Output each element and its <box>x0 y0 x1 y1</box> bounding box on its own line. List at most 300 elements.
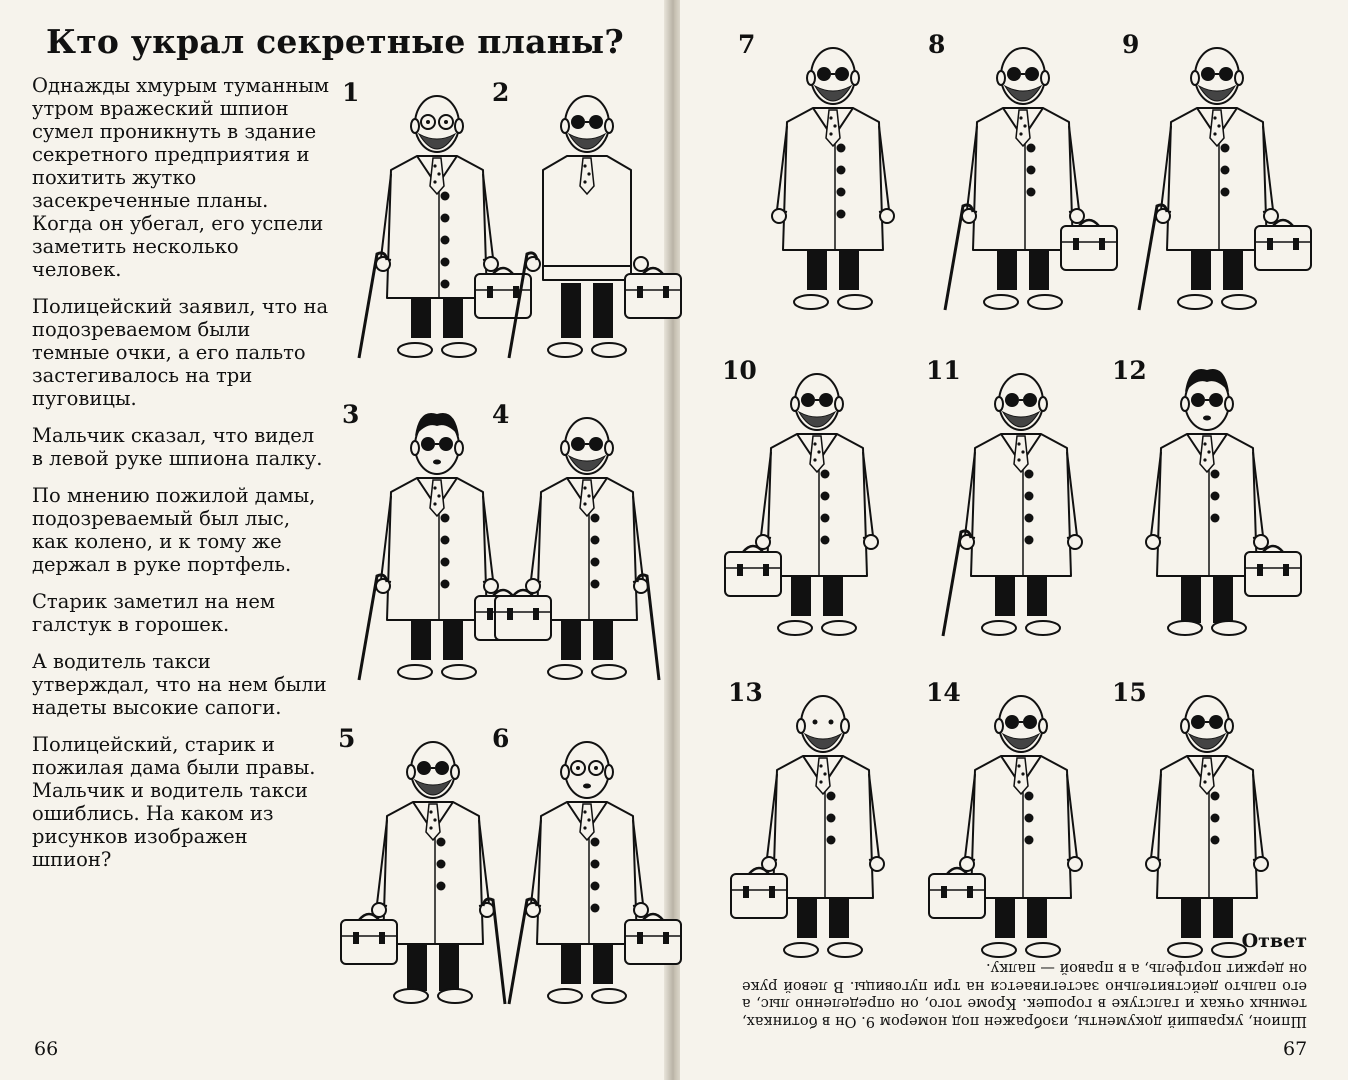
tie-dot <box>587 494 590 497</box>
story-paragraph: Старик заметил на нем галстук в горошек. <box>32 590 276 636</box>
polka-dot-tie-icon <box>1200 436 1214 472</box>
coat-button-icon <box>1025 492 1034 501</box>
figure-number: 1 <box>342 78 360 107</box>
coat-button-icon <box>1025 514 1034 523</box>
briefcase-body <box>625 920 681 964</box>
coat-button-icon <box>1025 836 1034 845</box>
left-shoe-icon <box>398 665 432 679</box>
dark-glasses-icon <box>1209 715 1223 729</box>
tie-dot <box>1207 772 1210 775</box>
right-shoe-icon <box>592 665 626 679</box>
tie-dot <box>1023 124 1026 127</box>
right-ear <box>1225 719 1233 733</box>
briefcase-clasp <box>637 932 643 944</box>
coat-button-icon <box>437 860 446 869</box>
briefcase-clasp <box>663 286 669 298</box>
left-ear <box>791 397 799 411</box>
eye <box>813 720 818 725</box>
left-ear <box>995 719 1003 733</box>
dark-glasses-icon <box>1219 67 1233 81</box>
right-ear <box>841 719 849 733</box>
coat-button-icon <box>437 882 446 891</box>
right-shoe-icon <box>838 295 872 309</box>
left-hand <box>772 209 786 223</box>
figure-number: 9 <box>1122 30 1140 59</box>
left-ear <box>1181 397 1189 411</box>
right-shoe-icon <box>828 943 862 957</box>
tie-dot <box>1021 772 1024 775</box>
dark-glasses-icon <box>417 761 431 775</box>
coat-button-icon <box>837 144 846 153</box>
right-hand <box>1068 535 1082 549</box>
right-shoe-icon <box>442 343 476 357</box>
mouth <box>433 460 441 465</box>
figure-drawing <box>342 400 517 700</box>
tie-dot <box>813 442 816 445</box>
coat-button-icon <box>441 236 450 245</box>
dark-glasses-icon <box>1191 715 1205 729</box>
briefcase-icon <box>929 868 985 918</box>
briefcase-body <box>731 874 787 918</box>
right-hand <box>870 857 884 871</box>
left-shoe-icon <box>1168 943 1202 957</box>
right-hand <box>1070 209 1084 223</box>
right-shoe-icon <box>822 621 856 635</box>
figure-drawing <box>1122 30 1297 330</box>
briefcase-clasp <box>1099 238 1105 250</box>
tie-dot <box>1213 132 1216 135</box>
briefcase-body <box>725 552 781 596</box>
briefcase-clasp <box>737 564 743 576</box>
figure-drawing <box>926 356 1101 656</box>
figure-drawing <box>738 30 913 330</box>
right-ear <box>1039 719 1047 733</box>
left-shoe-icon <box>794 295 828 309</box>
right-ear <box>605 765 613 779</box>
right-shoe-icon <box>592 343 626 357</box>
tie-dot <box>833 124 836 127</box>
story-text <box>32 74 330 885</box>
tie-dot <box>583 826 586 829</box>
coat-button-icon <box>591 580 600 589</box>
figure-number: 13 <box>728 678 763 707</box>
figure-drawing <box>722 356 897 656</box>
figure-number: 11 <box>926 356 961 385</box>
left-ear <box>995 397 1003 411</box>
right-ear <box>1225 397 1233 411</box>
right-ear <box>835 397 843 411</box>
figure-drawing <box>1112 356 1287 656</box>
story-paragraph: Мальчик сказал, что видел в левой руке шпиона палку. <box>32 424 323 470</box>
coat-button-icon <box>827 814 836 823</box>
right-shoe-icon <box>1026 621 1060 635</box>
briefcase-clasp <box>379 932 385 944</box>
tie-dot <box>583 164 586 167</box>
left-ear <box>407 765 415 779</box>
right-hand <box>1254 857 1268 871</box>
tie-dot <box>433 486 436 489</box>
tie-dot <box>583 502 586 505</box>
tie-dot <box>433 164 436 167</box>
briefcase-clasp <box>507 608 513 620</box>
figure-drawing <box>928 30 1103 330</box>
dark-glasses-icon <box>1201 67 1215 81</box>
tie-dot <box>433 180 436 183</box>
polka-dot-tie-icon <box>1014 758 1028 794</box>
tie-dot <box>587 818 590 821</box>
tie-dot <box>1213 116 1216 119</box>
answer-text-upside-down: Шпион, укравший документы, изображен под номером 9. Он в ботинках, темных очках и галстуке в горошек. Кроме того, он определенно лыс, а его пальто действительно застегивается на три пуговицы. В левой руке он держит портфель, а в правой — палку. <box>742 959 1307 1029</box>
dark-glasses-icon <box>1023 715 1037 729</box>
right-shoe-icon <box>1222 295 1256 309</box>
tie-dot <box>1017 458 1020 461</box>
coat-button-icon <box>441 258 450 267</box>
left-shoe-icon <box>784 943 818 957</box>
coat-button-icon <box>837 188 846 197</box>
dark-glasses-icon <box>421 437 435 451</box>
left-ear <box>997 71 1005 85</box>
polka-dot-tie-icon <box>426 804 440 840</box>
right-shoe-icon <box>592 989 626 1003</box>
left-leg <box>561 283 581 338</box>
left-ear <box>797 719 805 733</box>
tie-dot <box>583 810 586 813</box>
polka-dot-tie-icon <box>580 804 594 840</box>
figure-number: 6 <box>492 724 510 753</box>
left-shoe-icon <box>548 343 582 357</box>
polka-dot-tie-icon <box>816 758 830 794</box>
tie-dot <box>1203 442 1206 445</box>
tie-dot <box>429 810 432 813</box>
eye <box>594 766 598 770</box>
dark-glasses-icon <box>801 393 815 407</box>
figure-number: 7 <box>738 30 756 59</box>
eye <box>829 720 834 725</box>
polka-dot-tie-icon <box>1014 436 1028 472</box>
polka-dot-tie-icon <box>1016 110 1030 146</box>
figure-drawing <box>728 678 903 978</box>
coat-button-icon <box>591 514 600 523</box>
story-paragraph: По мнению пожилой дамы, подозреваемый был лыс, как колено, и к тому же держал в руке портфель. <box>32 484 316 576</box>
coat-button-icon <box>821 514 830 523</box>
briefcase-body <box>1255 226 1311 270</box>
right-hand <box>1264 209 1278 223</box>
answer-title: Ответ <box>1241 930 1307 952</box>
dark-glasses-icon <box>571 437 585 451</box>
left-ear <box>411 441 419 455</box>
dark-glasses-icon <box>819 393 833 407</box>
eye <box>576 766 580 770</box>
coat-button-icon <box>827 836 836 845</box>
left-shoe-icon <box>778 621 812 635</box>
coat-button-icon <box>441 214 450 223</box>
briefcase-icon <box>341 914 397 964</box>
dark-glasses-icon <box>1023 393 1037 407</box>
story-paragraph: Однажды хмурым туманным утром вражеский шпион сумел проникнуть в здание секретного предприятия и похитить жутко засекреченные планы. Когда он убегал, его успели заметить несколько человек. <box>32 74 330 281</box>
dark-glasses-icon <box>439 437 453 451</box>
coat-button-icon <box>1025 792 1034 801</box>
coat-button-icon <box>437 838 446 847</box>
tie-dot <box>1017 764 1020 767</box>
left-shoe-icon <box>394 989 428 1003</box>
figure-drawing <box>338 724 513 1024</box>
figure-number: 4 <box>492 400 510 429</box>
right-hand <box>880 209 894 223</box>
tie-dot <box>823 772 826 775</box>
polka-dot-tie-icon <box>430 158 444 194</box>
left-shoe-icon <box>982 943 1016 957</box>
eye <box>444 120 448 124</box>
coat-button-icon <box>591 882 600 891</box>
right-ear <box>455 441 463 455</box>
figure-drawing <box>492 724 667 1024</box>
coat-button-icon <box>821 470 830 479</box>
tie-dot <box>1019 116 1022 119</box>
coat-button-icon <box>441 558 450 567</box>
left-shoe-icon <box>1168 621 1202 635</box>
coat-button-icon <box>1025 470 1034 479</box>
left-shoe-icon <box>548 989 582 1003</box>
tie-dot <box>437 494 440 497</box>
dark-glasses-icon <box>1005 715 1019 729</box>
figure-drawing <box>342 78 517 378</box>
tie-dot <box>1217 124 1220 127</box>
left-hand <box>1146 857 1160 871</box>
briefcase-body <box>341 920 397 964</box>
briefcase-body <box>625 274 681 318</box>
dark-glasses-icon <box>835 67 849 81</box>
briefcase-clasp <box>533 608 539 620</box>
figure-drawing <box>926 678 1101 978</box>
left-ear <box>1191 71 1199 85</box>
coat-button-icon <box>837 166 846 175</box>
left-ear <box>411 119 419 133</box>
briefcase-icon <box>731 868 787 918</box>
left-ear <box>561 119 569 133</box>
polka-dot-tie-icon <box>1200 758 1214 794</box>
right-hand <box>1254 535 1268 549</box>
tie-dot <box>1019 132 1022 135</box>
right-shoe-icon <box>1212 621 1246 635</box>
figure-drawing <box>492 78 667 378</box>
briefcase-icon <box>1255 220 1311 270</box>
tie-dot <box>1203 780 1206 783</box>
coat-button-icon <box>1025 536 1034 545</box>
tie-dot <box>829 132 832 135</box>
briefcase-icon <box>625 914 681 964</box>
coat-button-icon <box>1221 144 1230 153</box>
left-shoe-icon <box>548 665 582 679</box>
left-ear <box>807 71 815 85</box>
tie-dot <box>429 826 432 829</box>
tie-dot <box>1017 442 1020 445</box>
polka-dot-tie-icon <box>826 110 840 146</box>
tie-dot <box>819 780 822 783</box>
coat-button-icon <box>837 210 846 219</box>
coat-button-icon <box>591 558 600 567</box>
dark-glasses-icon <box>1209 393 1223 407</box>
coat-button-icon <box>441 514 450 523</box>
legs <box>561 283 613 338</box>
page-number-left: 66 <box>34 1038 59 1060</box>
dark-glasses-icon <box>435 761 449 775</box>
polka-dot-tie-icon <box>580 480 594 516</box>
briefcase-clasp <box>769 886 775 898</box>
briefcase-clasp <box>763 564 769 576</box>
tie-dot <box>1017 780 1020 783</box>
briefcase-clasp <box>941 886 947 898</box>
dark-glasses-icon <box>817 67 831 81</box>
briefcase-clasp <box>1293 238 1299 250</box>
dark-glasses-icon <box>1005 393 1019 407</box>
tie-dot <box>587 172 590 175</box>
figure-number: 12 <box>1112 356 1147 385</box>
right-hand <box>634 257 648 271</box>
right-ear <box>1041 71 1049 85</box>
briefcase-clasp <box>637 286 643 298</box>
figure-number: 14 <box>926 678 961 707</box>
tie-dot <box>1203 458 1206 461</box>
tie-dot <box>433 818 436 821</box>
eye <box>426 120 430 124</box>
dark-glasses-icon <box>589 115 603 129</box>
dark-glasses-icon <box>571 115 585 129</box>
coat-button-icon <box>591 838 600 847</box>
coat-button-icon <box>1221 188 1230 197</box>
left-shoe-icon <box>982 621 1016 635</box>
right-shoe-icon <box>442 665 476 679</box>
coat-button-icon <box>827 792 836 801</box>
tie-dot <box>433 502 436 505</box>
polka-dot-tie-icon <box>810 436 824 472</box>
mouth <box>1203 416 1211 421</box>
polka-dot-tie-icon <box>430 480 444 516</box>
tie-dot <box>1203 764 1206 767</box>
briefcase-body <box>1245 552 1301 596</box>
coat-button-icon <box>1211 470 1220 479</box>
right-ear <box>851 71 859 85</box>
coat-button-icon <box>821 492 830 501</box>
mouth <box>583 784 591 789</box>
figure-number: 10 <box>722 356 757 385</box>
briefcase-clasp <box>353 932 359 944</box>
tie-dot <box>1207 450 1210 453</box>
briefcase-clasp <box>967 886 973 898</box>
left-shoe-icon <box>398 343 432 357</box>
briefcase-body <box>495 596 551 640</box>
right-ear <box>455 119 463 133</box>
coat-button-icon <box>441 536 450 545</box>
polka-dot-tie-icon <box>580 158 594 194</box>
briefcase-body <box>929 874 985 918</box>
briefcase-clasp <box>743 886 749 898</box>
left-ear <box>1181 719 1189 733</box>
tie-dot <box>819 764 822 767</box>
coat-button-icon <box>1027 166 1036 175</box>
figure-number: 3 <box>342 400 360 429</box>
figure-number: 8 <box>928 30 946 59</box>
polka-dot-tie-icon <box>1210 110 1224 146</box>
tie-dot <box>583 486 586 489</box>
coat-button-icon <box>821 536 830 545</box>
right-ear <box>1039 397 1047 411</box>
coat-button-icon <box>1211 814 1220 823</box>
story-paragraph: Полицейский, старик и пожилая дама были правы. Мальчик и водитель такси ошиблись. На каком из рисунков изображен шпион? <box>32 733 316 871</box>
briefcase-icon <box>1061 220 1117 270</box>
briefcase-icon <box>725 546 781 596</box>
left-ear <box>561 441 569 455</box>
tie-dot <box>829 116 832 119</box>
left-shoe-icon <box>984 295 1018 309</box>
coat-button-icon <box>1211 492 1220 501</box>
dark-glasses-icon <box>1007 67 1021 81</box>
briefcase-clasp <box>1267 238 1273 250</box>
right-ear <box>1235 71 1243 85</box>
coat-button-icon <box>1211 836 1220 845</box>
tie-dot <box>583 180 586 183</box>
page-number-right: 67 <box>1283 1038 1308 1060</box>
tie-dot <box>1021 450 1024 453</box>
coat-button-icon <box>591 904 600 913</box>
briefcase-icon <box>495 590 551 640</box>
tie-dot <box>817 450 820 453</box>
briefcase-body <box>1061 226 1117 270</box>
right-hand <box>1068 857 1082 871</box>
story-paragraph: А водитель такси утверждал, что на нем были надеты высокие сапоги. <box>32 650 327 719</box>
right-hand <box>634 903 648 917</box>
briefcase-icon <box>1245 546 1301 596</box>
right-shoe-icon <box>1026 943 1060 957</box>
dark-glasses-icon <box>589 437 603 451</box>
briefcase-clasp <box>1073 238 1079 250</box>
coat-button-icon <box>441 280 450 289</box>
sweater-band <box>543 266 631 280</box>
tie-dot <box>813 458 816 461</box>
right-hand <box>864 535 878 549</box>
coat-button-icon <box>441 580 450 589</box>
dark-glasses-icon <box>1025 67 1039 81</box>
coat-button-icon <box>591 860 600 869</box>
right-ear <box>605 119 613 133</box>
right-leg <box>593 283 613 338</box>
briefcase-icon <box>625 268 681 318</box>
figure-number: 15 <box>1112 678 1147 707</box>
right-ear <box>451 765 459 779</box>
figure-drawing <box>492 400 667 700</box>
page-title: Кто украл секретные планы? <box>46 22 624 61</box>
briefcase-clasp <box>663 932 669 944</box>
figure-number: 2 <box>492 78 510 107</box>
coat-button-icon <box>1027 188 1036 197</box>
dark-glasses-icon <box>1191 393 1205 407</box>
story-paragraph: Полицейский заявил, что на подозреваемом были темные очки, а его пальто застегивалось на три пуговицы. <box>32 295 329 410</box>
coat-button-icon <box>1221 166 1230 175</box>
left-hand <box>1146 535 1160 549</box>
coat-button-icon <box>1025 814 1034 823</box>
briefcase-clasp <box>1283 564 1289 576</box>
briefcase-clasp <box>1257 564 1263 576</box>
right-ear <box>605 441 613 455</box>
left-shoe-icon <box>1178 295 1212 309</box>
figure-number: 5 <box>338 724 356 753</box>
coat-button-icon <box>1211 792 1220 801</box>
coat-button-icon <box>591 536 600 545</box>
right-shoe-icon <box>438 989 472 1003</box>
left-ear <box>561 765 569 779</box>
coat-button-icon <box>1211 514 1220 523</box>
coat-button-icon <box>1027 144 1036 153</box>
coat-button-icon <box>441 192 450 201</box>
